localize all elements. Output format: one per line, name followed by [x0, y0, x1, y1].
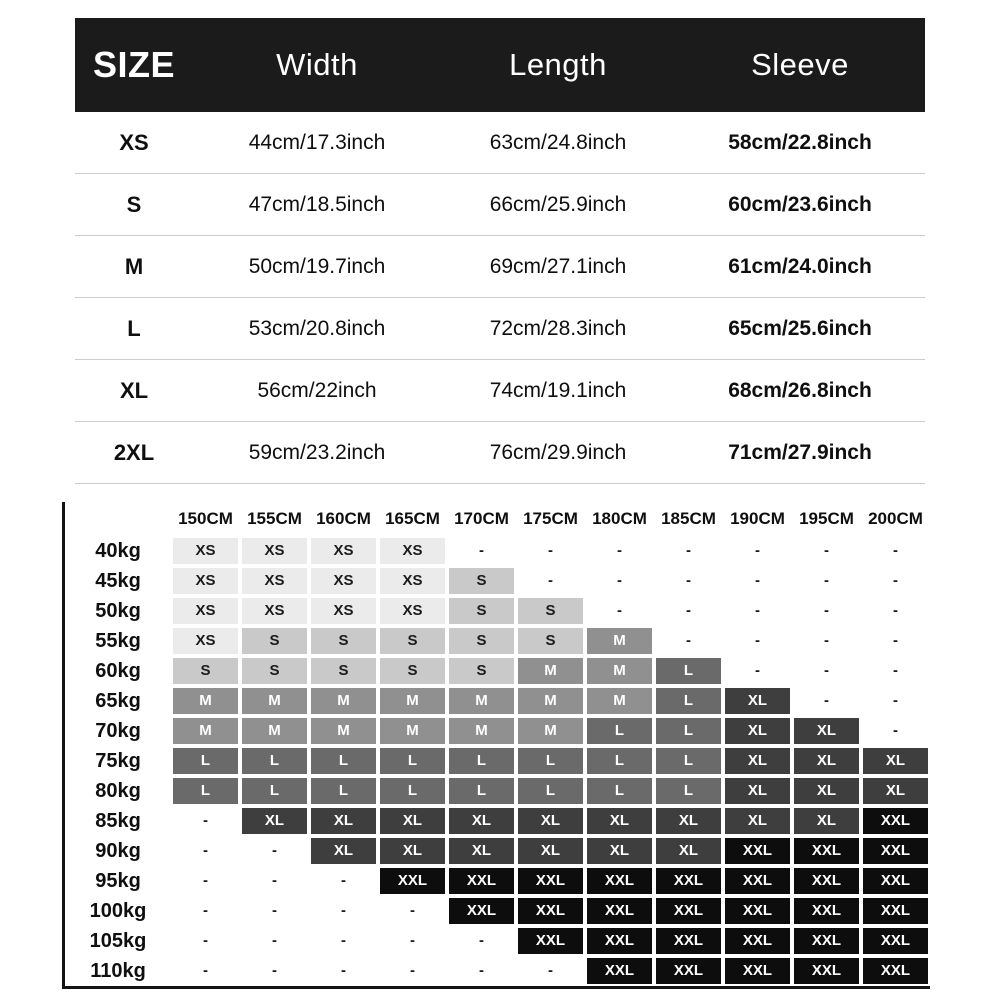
weight-label: 95kg	[95, 870, 141, 892]
fit-cell: M	[240, 716, 309, 746]
fit-cell: XXL	[861, 926, 930, 956]
weight-label: 85kg	[95, 810, 141, 832]
height-label: 155CM	[247, 509, 302, 528]
fit-cell: XS	[240, 596, 309, 626]
fit-cell: -	[792, 596, 861, 626]
fit-cell: M	[516, 656, 585, 686]
weight-label: 110kg	[90, 960, 146, 982]
fit-cell: -	[516, 536, 585, 566]
fit-cell: M	[516, 686, 585, 716]
header-length: Length	[509, 47, 607, 82]
matrix-row	[65, 626, 930, 656]
weight-label: 45kg	[95, 570, 141, 592]
fit-cell: -	[378, 926, 447, 956]
fit-cell: S	[240, 656, 309, 686]
fit-cell: M	[240, 686, 309, 716]
fit-cell: XXL	[792, 926, 861, 956]
fit-cell: S	[378, 656, 447, 686]
fit-cell: XXL	[585, 896, 654, 926]
fit-cell: -	[585, 596, 654, 626]
fit-cell: -	[516, 956, 585, 986]
weight-label: 60kg	[95, 660, 141, 682]
fit-cell: L	[378, 746, 447, 776]
fit-cell: XXL	[654, 956, 723, 986]
fit-cell: -	[447, 926, 516, 956]
fit-cell: XS	[171, 626, 240, 656]
fit-cell: -	[792, 686, 861, 716]
fit-cell: L	[654, 686, 723, 716]
fit-cell: L	[447, 746, 516, 776]
height-label: 175CM	[523, 509, 578, 528]
length-cell: 76cm/29.9inch	[489, 440, 627, 464]
fit-cell: -	[792, 566, 861, 596]
fit-cell: M	[309, 686, 378, 716]
fit-cell: XXL	[585, 926, 654, 956]
weight-label: 65kg	[95, 690, 141, 712]
fit-cell: -	[723, 626, 792, 656]
fit-cell: XS	[240, 566, 309, 596]
fit-cell: L	[654, 776, 723, 806]
fit-cell: L	[654, 746, 723, 776]
fit-cell: XXL	[861, 956, 930, 986]
fit-cell: XL	[378, 806, 447, 836]
fit-cell: -	[240, 866, 309, 896]
height-weight-matrix	[62, 502, 930, 989]
height-label: 170CM	[454, 509, 509, 528]
fit-cell: XXL	[861, 896, 930, 926]
fit-cell: L	[585, 716, 654, 746]
fit-cell: XL	[240, 806, 309, 836]
length-cell: 69cm/27.1inch	[489, 254, 627, 278]
fit-cell: XS	[378, 536, 447, 566]
weight-label: 100kg	[89, 900, 147, 922]
fit-cell: XL	[792, 746, 861, 776]
size-cell: XS	[119, 129, 149, 155]
fit-cell: L	[516, 776, 585, 806]
length-cell: 66cm/25.9inch	[489, 192, 627, 216]
fit-cell: -	[792, 626, 861, 656]
fit-cell: XXL	[654, 866, 723, 896]
size-spec-row	[75, 360, 925, 422]
fit-cell: -	[654, 596, 723, 626]
fit-cell: XXL	[792, 956, 861, 986]
fit-cell: -	[309, 866, 378, 896]
fit-cell: XL	[723, 746, 792, 776]
fit-cell: -	[516, 566, 585, 596]
height-label: 195CM	[799, 509, 854, 528]
fit-cell: -	[378, 956, 447, 986]
fit-cell: M	[585, 626, 654, 656]
weight-label: 70kg	[95, 720, 141, 742]
fit-cell: XXL	[585, 866, 654, 896]
fit-cell: XS	[309, 596, 378, 626]
fit-cell: -	[171, 836, 240, 866]
matrix-row	[65, 806, 930, 836]
matrix-row	[65, 896, 930, 926]
fit-cell: S	[309, 626, 378, 656]
fit-cell: -	[861, 686, 930, 716]
fit-cell: L	[585, 746, 654, 776]
matrix-header-row	[65, 502, 930, 536]
fit-cell: XXL	[516, 866, 585, 896]
fit-cell: -	[171, 866, 240, 896]
fit-cell: XS	[171, 566, 240, 596]
fit-cell: M	[378, 686, 447, 716]
fit-cell: XXL	[723, 836, 792, 866]
matrix-row	[65, 956, 930, 986]
size-cell: L	[127, 315, 141, 341]
fit-cell: -	[861, 716, 930, 746]
fit-cell: L	[447, 776, 516, 806]
fit-cell: XS	[309, 536, 378, 566]
matrix-row	[65, 596, 930, 626]
fit-cell: S	[240, 626, 309, 656]
sleeve-cell: 68cm/26.8inch	[728, 378, 872, 402]
fit-cell: -	[240, 956, 309, 986]
fit-cell: XXL	[447, 866, 516, 896]
fit-cell: XL	[723, 716, 792, 746]
height-label: 185CM	[661, 509, 716, 528]
matrix-row	[65, 716, 930, 746]
fit-cell: XS	[378, 596, 447, 626]
fit-cell: -	[309, 926, 378, 956]
fit-cell: XL	[792, 776, 861, 806]
fit-cell: XXL	[861, 836, 930, 866]
fit-cell: S	[447, 566, 516, 596]
fit-cell: -	[240, 896, 309, 926]
fit-cell: XL	[861, 776, 930, 806]
weight-label: 40kg	[95, 540, 141, 562]
fit-cell: XXL	[723, 896, 792, 926]
fit-cell: -	[240, 836, 309, 866]
fit-cell: -	[861, 536, 930, 566]
fit-cell: XL	[516, 806, 585, 836]
fit-cell: -	[861, 656, 930, 686]
fit-cell: -	[861, 566, 930, 596]
fit-cell: -	[792, 656, 861, 686]
fit-cell: XXL	[447, 896, 516, 926]
fit-cell: -	[861, 626, 930, 656]
size-cell: 2XL	[113, 439, 155, 465]
width-cell: 53cm/20.8inch	[248, 316, 386, 340]
fit-cell: -	[723, 656, 792, 686]
fit-cell: -	[447, 536, 516, 566]
height-label: 190CM	[730, 509, 785, 528]
fit-cell: M	[171, 716, 240, 746]
fit-cell: L	[516, 746, 585, 776]
fit-cell: -	[447, 956, 516, 986]
fit-cell: XL	[792, 716, 861, 746]
fit-cell: L	[171, 776, 240, 806]
fit-cell: XL	[378, 836, 447, 866]
fit-cell: XS	[309, 566, 378, 596]
fit-cell: S	[447, 626, 516, 656]
fit-cell: XL	[723, 686, 792, 716]
fit-cell: XL	[309, 836, 378, 866]
fit-cell: XXL	[585, 956, 654, 986]
matrix-row	[65, 686, 930, 716]
width-cell: 59cm/23.2inch	[248, 440, 386, 464]
fit-cell: S	[447, 656, 516, 686]
fit-cell: -	[861, 596, 930, 626]
header-width: Width	[276, 47, 358, 82]
matrix-body	[65, 502, 930, 986]
fit-cell: M	[447, 686, 516, 716]
matrix-row	[65, 866, 930, 896]
fit-cell: -	[654, 536, 723, 566]
fit-cell: -	[309, 896, 378, 926]
weight-label: 80kg	[95, 780, 141, 802]
fit-cell: L	[171, 746, 240, 776]
fit-cell: XL	[447, 836, 516, 866]
height-label: 150CM	[178, 509, 233, 528]
fit-cell: XXL	[861, 866, 930, 896]
fit-cell: L	[240, 746, 309, 776]
height-label: 165CM	[385, 509, 440, 528]
width-cell: 56cm/22inch	[257, 378, 377, 402]
fit-cell: XL	[585, 806, 654, 836]
size-spec-row	[75, 112, 925, 174]
width-cell: 50cm/19.7inch	[248, 254, 386, 278]
fit-cell: XXL	[723, 956, 792, 986]
width-cell: 44cm/17.3inch	[248, 130, 386, 154]
fit-cell: -	[723, 566, 792, 596]
fit-cell: -	[585, 566, 654, 596]
fit-cell: XXL	[723, 926, 792, 956]
fit-cell: M	[516, 716, 585, 746]
fit-cell: XS	[171, 536, 240, 566]
fit-cell: L	[309, 746, 378, 776]
fit-cell: L	[309, 776, 378, 806]
fit-cell: M	[585, 686, 654, 716]
fit-cell: XXL	[516, 926, 585, 956]
fit-cell: XL	[792, 806, 861, 836]
fit-cell: S	[309, 656, 378, 686]
header-sleeve: Sleeve	[751, 47, 849, 82]
weight-label: 75kg	[95, 750, 141, 772]
fit-cell: M	[378, 716, 447, 746]
matrix-row	[65, 656, 930, 686]
fit-cell: -	[309, 956, 378, 986]
fit-cell: S	[378, 626, 447, 656]
weight-label: 50kg	[95, 600, 141, 622]
weight-label: 90kg	[95, 840, 141, 862]
size-spec-header	[75, 18, 925, 112]
fit-cell: -	[171, 896, 240, 926]
fit-cell: XL	[585, 836, 654, 866]
matrix-row	[65, 926, 930, 956]
fit-cell: XL	[654, 806, 723, 836]
matrix-row	[65, 536, 930, 566]
size-spec-table	[75, 18, 925, 484]
height-label: 200CM	[868, 509, 923, 528]
sleeve-cell: 71cm/27.9inch	[728, 440, 872, 464]
fit-cell: XL	[447, 806, 516, 836]
sleeve-cell: 65cm/25.6inch	[728, 316, 872, 340]
fit-cell: XXL	[792, 836, 861, 866]
fit-cell: XL	[654, 836, 723, 866]
fit-cell: XXL	[516, 896, 585, 926]
fit-cell: L	[378, 776, 447, 806]
sleeve-cell: 61cm/24.0inch	[728, 254, 872, 278]
header-size: SIZE	[92, 44, 175, 85]
fit-cell: S	[447, 596, 516, 626]
fit-cell: XXL	[378, 866, 447, 896]
fit-cell: -	[240, 926, 309, 956]
fit-cell: XXL	[654, 896, 723, 926]
fit-cell: M	[309, 716, 378, 746]
size-cell: S	[126, 191, 142, 217]
size-cell: M	[124, 253, 144, 279]
width-cell: 47cm/18.5inch	[248, 192, 386, 216]
length-cell: 63cm/24.8inch	[489, 130, 627, 154]
sleeve-cell: 58cm/22.8inch	[728, 130, 872, 154]
size-spec-row	[75, 236, 925, 298]
fit-cell: -	[171, 926, 240, 956]
height-label: 180CM	[592, 509, 647, 528]
fit-cell: XL	[516, 836, 585, 866]
size-spec-row	[75, 174, 925, 236]
matrix-row	[65, 776, 930, 806]
fit-cell: XXL	[792, 866, 861, 896]
fit-cell: S	[516, 626, 585, 656]
fit-cell: XXL	[792, 896, 861, 926]
fit-cell: XL	[309, 806, 378, 836]
fit-cell: M	[171, 686, 240, 716]
fit-cell: -	[723, 596, 792, 626]
fit-cell: XL	[861, 746, 930, 776]
fit-cell: -	[654, 566, 723, 596]
size-spec-rows	[75, 112, 925, 484]
fit-cell: M	[447, 716, 516, 746]
weight-label: 55kg	[95, 630, 141, 652]
fit-cell: L	[654, 716, 723, 746]
fit-cell: S	[516, 596, 585, 626]
fit-cell: -	[171, 956, 240, 986]
fit-cell: XS	[171, 596, 240, 626]
fit-cell: XXL	[861, 806, 930, 836]
fit-cell: -	[171, 806, 240, 836]
length-cell: 72cm/28.3inch	[489, 316, 627, 340]
size-spec-row	[75, 298, 925, 360]
weight-label: 105kg	[89, 930, 147, 952]
fit-cell: XS	[378, 566, 447, 596]
fit-cell: -	[723, 536, 792, 566]
fit-cell: -	[792, 536, 861, 566]
length-cell: 74cm/19.1inch	[489, 378, 627, 402]
height-label: 160CM	[316, 509, 371, 528]
fit-cell: L	[240, 776, 309, 806]
sleeve-cell: 60cm/23.6inch	[728, 192, 872, 216]
fit-cell: XXL	[723, 866, 792, 896]
size-cell: XL	[119, 377, 149, 403]
fit-cell: L	[585, 776, 654, 806]
size-spec-row	[75, 422, 925, 484]
fit-cell: M	[585, 656, 654, 686]
fit-cell: XXL	[654, 926, 723, 956]
fit-cell: S	[171, 656, 240, 686]
fit-cell: XS	[240, 536, 309, 566]
fit-cell: -	[378, 896, 447, 926]
fit-cell: XL	[723, 776, 792, 806]
fit-cell: XL	[723, 806, 792, 836]
fit-cell: -	[654, 626, 723, 656]
matrix-row	[65, 836, 930, 866]
matrix-corner	[65, 502, 171, 536]
fit-cell: -	[585, 536, 654, 566]
matrix-row	[65, 566, 930, 596]
matrix-row	[65, 746, 930, 776]
fit-cell: L	[654, 656, 723, 686]
